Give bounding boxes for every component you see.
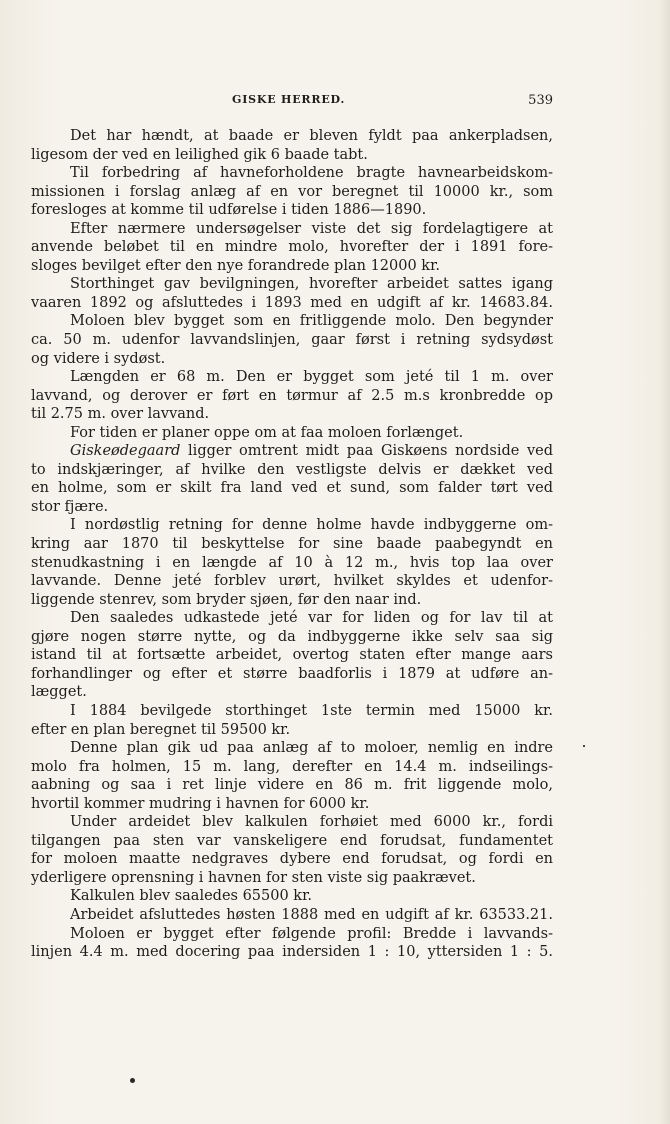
text-line: aabning og saa i ret linje videre en 86 m. frit liggende molo, [31, 777, 553, 794]
page-number: 539 [528, 93, 553, 108]
text-line: ligesom der ved en leilighed gik 6 baade tabt. [31, 146, 368, 163]
text-line: gjøre nogen større nytte, og da indbyggerne ikke selv saa sig [31, 628, 553, 645]
body-text [31, 127, 553, 962]
text-line: for moloen maatte nedgraves dybere end forudsat, og fordi en [31, 851, 553, 868]
running-title: GISKE HERRED. [232, 93, 346, 106]
text-line: stor fjære. [31, 498, 109, 515]
text-line: Moloen er bygget efter følgende profil: Bredde i lavvands- [70, 925, 553, 942]
text-line: Kalkulen blev saaledes 65500 kr. [70, 888, 313, 905]
text-line: For tiden er planer oppe om at faa moloen forlænget. [70, 424, 464, 441]
text-line: lavvande. Denne jeté forblev urørt, hvilket skyldes et udenfor- [31, 573, 553, 590]
text-line: Denne plan gik ud paa anlæg af to moloer, nemlig en indre [70, 740, 553, 757]
text-line: linjen 4.4 m. med docering paa indersiden 1 : 10, yttersiden 1 : 5. [31, 944, 553, 961]
text-line: molo fra holmen, 15 m. lang, derefter en 14.4 m. indseilings- [31, 758, 553, 775]
text-line: istand til at fortsætte arbeidet, overtog staten efter mange aars [31, 647, 553, 664]
text-line-rest: ligger omtrent midt paa Giskøens nordside ved [188, 443, 553, 460]
text-line: forhandlinger og efter et større baadforlis i 1879 at udføre an- [31, 665, 553, 682]
text-line: missionen i forslag anlæg af en vor beregnet til 10000 kr., som [31, 183, 553, 200]
text-line: Storthinget gav bevilgningen, hvorefter arbeidet sattes igang [70, 276, 553, 293]
text-line: to indskjæringer, af hvilke den vestligste delvis er dækket ved [31, 461, 553, 478]
text-line: lægget. [31, 684, 87, 701]
text-line: anvende beløbet til en mindre molo, hvorefter der i 1891 fore- [31, 239, 553, 256]
place-heading: Giskeødegaard [70, 443, 181, 460]
text-line: Under ardeidet blev kalkulen forhøiet med 6000 kr., fordi [70, 814, 553, 831]
text-line: Moloen blev bygget som en fritliggende molo. Den begynder [70, 313, 553, 330]
text-line: sloges bevilget efter den nye forandrede plan 12000 kr. [31, 257, 441, 274]
text-line: tilgangen paa sten var vanskeligere end forudsat, fundamentet [31, 832, 553, 849]
text-line: Det har hændt, at baade er bleven fyldt paa ankerpladsen, [70, 128, 553, 144]
text-line: efter en plan beregnet til 59500 kr. [31, 721, 291, 738]
text-line: stenudkastning i en længde af 10 à 12 m., hvis top laa over [31, 554, 553, 571]
text-line: Længden er 68 m. Den er bygget som jeté til 1 m. over [70, 369, 553, 386]
text-line: lavvand, og derover er ført en tørmur af 2.5 m.s kronbredde op [31, 387, 553, 404]
text-line-giskeodegaard [31, 442, 553, 461]
running-head [31, 93, 553, 111]
text-line: I 1884 bevilgede storthinget 1ste termin med 15000 kr. [70, 702, 553, 719]
print-speck [583, 745, 585, 747]
text-line: Til forbedring af havneforholdene bragte havnearbeidskom- [70, 165, 553, 182]
text-line: liggende stenrev, som bryder sjøen, før den naar ind. [31, 591, 422, 608]
text-line: og videre i sydøst. [31, 350, 166, 367]
page-spine-shadow [660, 0, 670, 1124]
text-line: Den saaledes udkastede jeté var for liden og for lav til at [70, 610, 553, 627]
text-line: ca. 50 m. udenfor lavvandslinjen, gaar først i retning sydsydøst [31, 332, 553, 349]
text-line: vaaren 1892 og afsluttedes i 1893 med en udgift af kr. 14683.84. [31, 294, 553, 311]
text-line: kring aar 1870 til beskyttelse for sine baade paabegyndt en [31, 536, 553, 553]
text-line: til 2.75 m. over lavvand. [31, 406, 210, 423]
text-line: yderligere oprensning i havnen for sten viste sig paakrævet. [31, 869, 476, 886]
print-mark [130, 1078, 135, 1083]
text-line: I nordøstlig retning for denne holme havde indbyggerne om- [70, 517, 553, 534]
text-line: hvortil kommer mudring i havnen for 6000 kr. [31, 795, 370, 812]
text-line: Arbeidet afsluttedes høsten 1888 med en udgift af kr. 63533.21. [70, 906, 553, 923]
text-line: foresloges at komme til udførelse i tiden 1886—1890. [31, 202, 427, 219]
text-line: en holme, som er skilt fra land ved et sund, som falder tørt ved [31, 480, 553, 497]
text-line: Efter nærmere undersøgelser viste det sig fordelagtigere at [70, 220, 553, 237]
